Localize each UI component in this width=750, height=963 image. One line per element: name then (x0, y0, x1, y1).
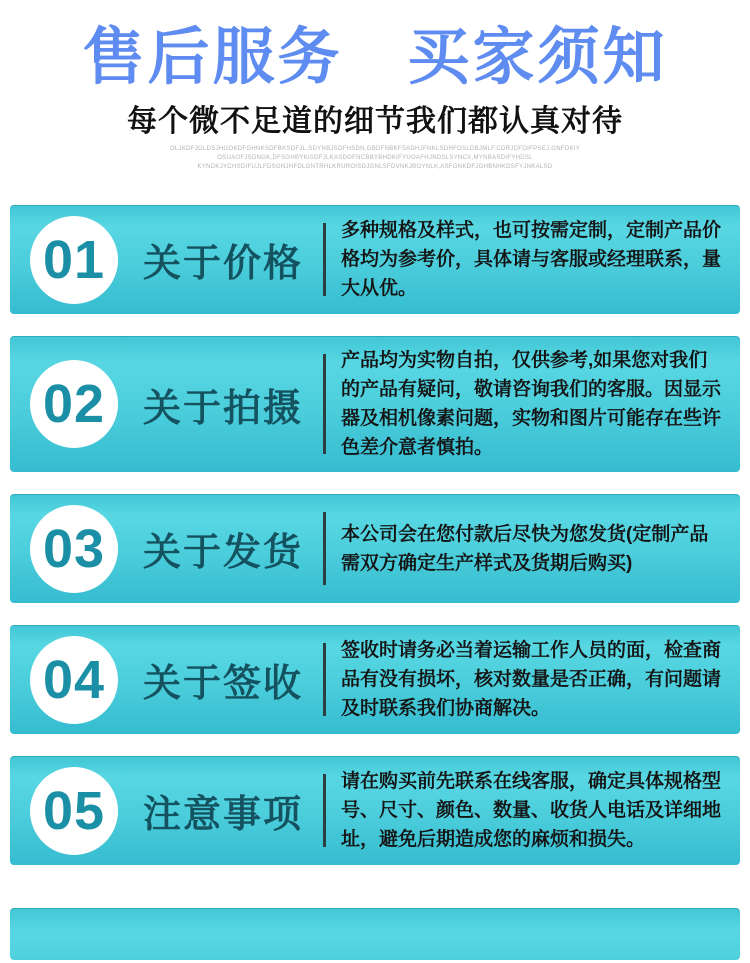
vertical-divider (323, 643, 326, 716)
vertical-divider (323, 774, 326, 847)
fineprint-line: OSUAOFJSDNGK,DFSGHBYKISDFJLKASDGFNCBBYBHDKIFYUOAFHJNDSLSYNCX,MYNBASDIFYHDSL (217, 155, 533, 161)
card-text: 多种规格及样式，也可按需定制，定制产品价格均为参考价，具体请与客服或经理联系，量大从优。 (341, 220, 722, 299)
card-title: 关于发货 (143, 532, 304, 574)
notice-card-price (10, 205, 740, 314)
number-badge (30, 505, 118, 593)
card-number: 05 (42, 780, 106, 841)
vertical-divider (323, 354, 326, 454)
card-title: 关于签收 (143, 663, 304, 705)
card-text: 本公司会在您付款后尽快为您发货(定制产品需双方确定生产样式及货期后购买) (341, 523, 709, 574)
header (0, 0, 750, 172)
card-text: 产品均为实物自拍，仅供参考,如果您对我们的产品有疑问，敬请咨询我们的客服。因显示器及相机像素问题，实物和图片可能存在些许色差介意者慎拍。 (341, 350, 722, 458)
card-number: 04 (42, 649, 106, 710)
number-badge (30, 216, 118, 304)
notice-card-receipt (10, 625, 740, 734)
page-title: 售后服务 买家须知 (82, 23, 668, 92)
card-number: 02 (42, 374, 106, 434)
number-badge (30, 360, 118, 448)
number-badge (30, 636, 118, 724)
card-number: 03 (42, 518, 106, 579)
vertical-divider (323, 512, 326, 585)
fineprint-block (0, 145, 750, 172)
card-text: 请在购买前先联系在线客服，确定具体规格型号、尺寸、颜色、数量、收货人电话及详细地址，避免后期造成您的麻烦和损失。 (341, 771, 722, 850)
notice-card-shipping (10, 494, 740, 603)
notice-card-precautions (10, 756, 740, 865)
card-number: 01 (42, 229, 106, 290)
notice-card-list (10, 205, 740, 865)
card-title: 注意事项 (143, 794, 304, 836)
fineprint-line: KYNDKJYCHSDIFUJLFDSGNJHFDLGNTRHLKRUROISDJGNLSFDVNKJBOYNLK,ASFGNKDFJGHBNHKDSFYJNKALSD (197, 164, 553, 170)
page-subtitle: 每个微不足道的细节我们都认真对待 (127, 105, 623, 138)
vertical-divider (323, 223, 326, 296)
number-badge (30, 767, 118, 855)
card-text: 签收时请务必当着运输工作人员的面，检查商品有没有损坏，核对数量是否正确，有问题请及时联系我们协商解决。 (341, 640, 722, 719)
next-card-partial-band (10, 908, 740, 960)
card-title: 关于价格 (143, 243, 304, 285)
fineprint-line: OLJKDFJGLDSJHGOKDFGHNKSDFBKSDFJL,SDYNBJSDFHSDN,GBDFNBKFSADHJFNKLSDHFOSLDBJMLF.CDRJDFOIFPSEJ,GNFDKIY (169, 146, 581, 152)
card-title: 关于拍摄 (143, 387, 304, 430)
notice-card-photography (10, 336, 740, 472)
